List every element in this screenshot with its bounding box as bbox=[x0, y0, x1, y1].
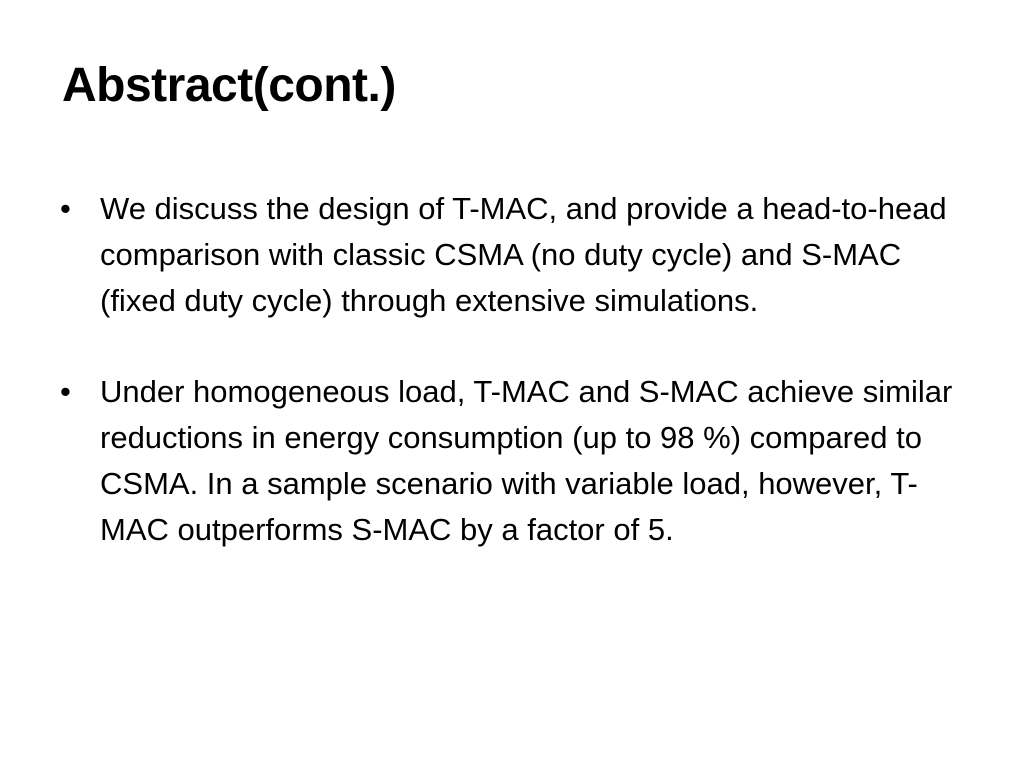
bullet-list bbox=[58, 186, 978, 598]
bullet-item bbox=[58, 369, 978, 553]
bullet-text: We discuss the design of T-MAC, and provide a head-to-head comparison with classic CSMA (no duty cycle) and S-MAC (fixed duty cycle) through extensive simulations. bbox=[100, 191, 947, 318]
bullet-text: Under homogeneous load, T-MAC and S-MAC achieve similar reductions in energy consumption (up to 98 %) compared to CSMA. In a sample scenario with variable load, however, T-MAC outperforms S-MAC by a factor of 5. bbox=[100, 374, 953, 547]
bullet-item bbox=[58, 186, 978, 324]
bullet-marker: • bbox=[60, 374, 71, 409]
bullet-marker: • bbox=[60, 191, 71, 226]
slide-title: Abstract(cont.) bbox=[62, 59, 396, 112]
